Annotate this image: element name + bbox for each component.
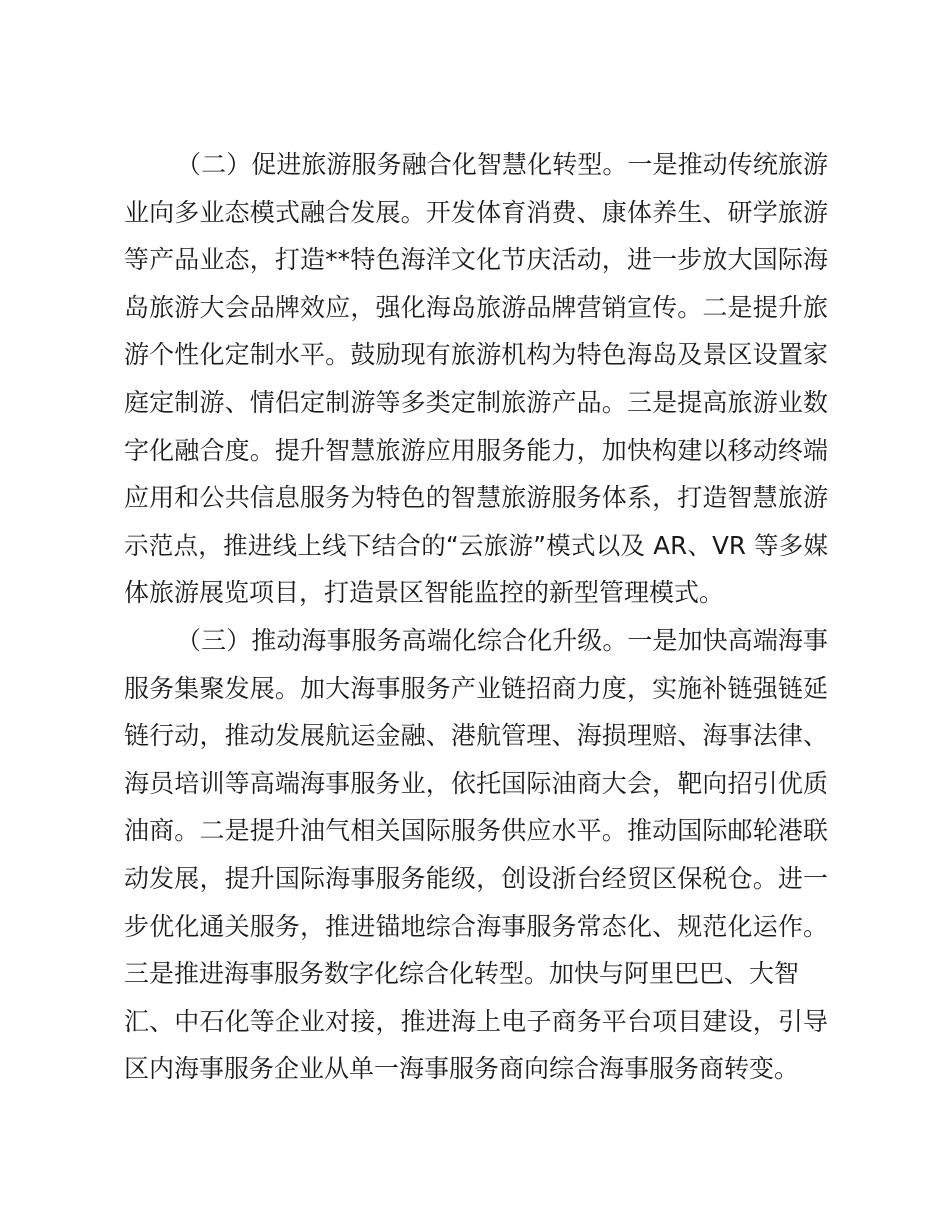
paragraph-line: 应用和公共信息服务为特色的智慧旅游服务体系，打造智慧旅游 bbox=[124, 483, 828, 513]
paragraph-line: （三）推动海事服务高端化综合化升级。一是加快高端海事 bbox=[176, 625, 828, 655]
paragraph-line: 游个性化定制水平。鼓励现有旅游机构为特色海岛及景区设置家 bbox=[124, 340, 828, 370]
paragraph-line: 油商。二是提升油气相关国际服务供应水平。推动国际邮轮港联 bbox=[124, 816, 828, 846]
paragraph-line: 字化融合度。提升智慧旅游应用服务能力，加快构建以移动终端 bbox=[124, 435, 828, 465]
paragraph-tourism-services bbox=[124, 141, 828, 617]
body-text bbox=[124, 141, 828, 1093]
paragraph-line: 动发展，提升国际海事服务能级，创设浙台经贸区保税仓。进一 bbox=[124, 863, 828, 893]
paragraph-line: 服务集聚发展。加大海事服务产业链招商力度，实施补链强链延 bbox=[124, 673, 828, 703]
paragraph-line: 汇、中石化等企业对接，推进海上电子商务平台项目建设，引导 bbox=[124, 1006, 828, 1036]
paragraph-line: 业向多业态模式融合发展。开发体育消费、康体养生、研学旅游 bbox=[124, 197, 828, 227]
paragraph-line: 链行动，推动发展航运金融、港航管理、海损理赔、海事法律、 bbox=[124, 721, 828, 751]
paragraph-line: 示范点，推进线上线下结合的“云旅游”模式以及 AR、VR 等多媒 bbox=[124, 530, 828, 560]
paragraph-line: 等产品业态，打造**特色海洋文化节庆活动，进一步放大国际海 bbox=[124, 245, 828, 275]
paragraph-line: 步优化通关服务，推进锚地综合海事服务常态化、规范化运作。 bbox=[124, 911, 828, 941]
paragraph-line: 体旅游展览项目，打造景区智能监控的新型管理模式。 bbox=[124, 578, 725, 608]
paragraph-line: （二）促进旅游服务融合化智慧化转型。一是推动传统旅游 bbox=[176, 150, 828, 179]
paragraph-line: 岛旅游大会品牌效应，强化海岛旅游品牌营销宣传。二是提升旅 bbox=[124, 292, 828, 322]
paragraph-line: 区内海事服务企业从单一海事服务商向综合海事服务商转变。 bbox=[124, 1054, 800, 1084]
paragraph-maritime-services bbox=[124, 617, 828, 1093]
paragraph-line: 海员培训等高端海事服务业，依托国际油商大会，靶向招引优质 bbox=[124, 768, 828, 798]
paragraph-line: 庭定制游、情侣定制游等多类定制旅游产品。三是提高旅游业数 bbox=[124, 387, 828, 417]
paragraph-line: 三是推进海事服务数字化综合化转型。加快与阿里巴巴、大智 bbox=[124, 959, 800, 989]
